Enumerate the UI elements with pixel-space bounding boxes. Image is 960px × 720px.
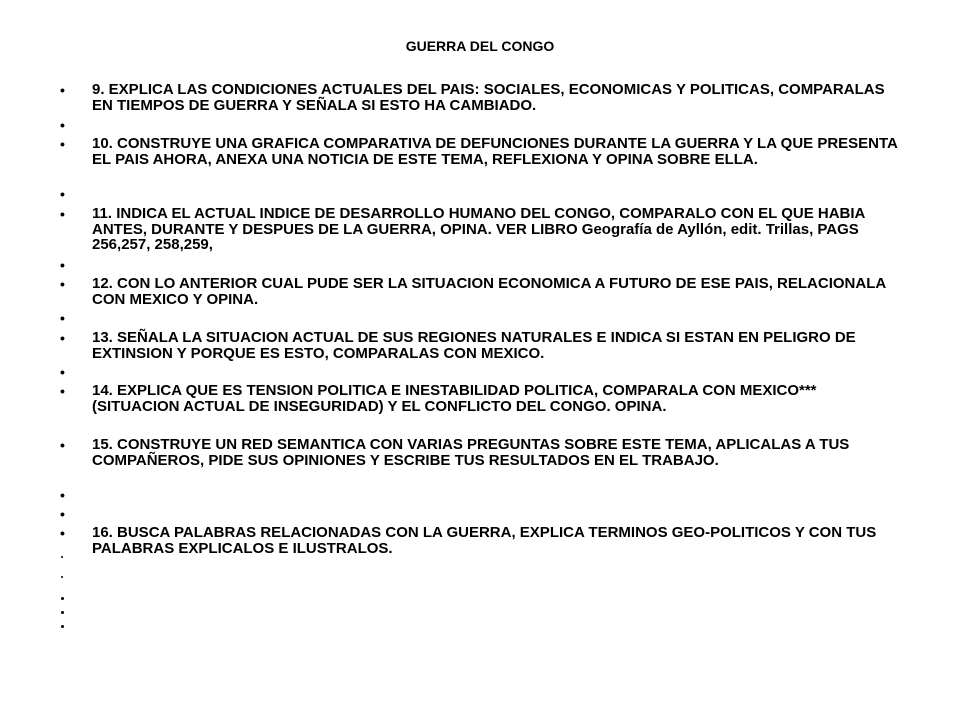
- bullet-marker: •: [60, 310, 65, 326]
- bullet-marker: [61, 576, 67, 582]
- list-item-9: 9. EXPLICA LAS CONDICIONES ACTUALES DEL PAIS: SOCIALES, ECONOMICAS Y POLITICAS, COMPARALAS EN TIEMPOS DE GUERRA Y SEÑALA SI ESTO HA CAMBIADO.: [92, 81, 885, 114]
- bullet-marker: [61, 611, 67, 617]
- bullet-marker: •: [60, 364, 65, 380]
- bullet-marker: •: [60, 206, 65, 222]
- bullet-marker: •: [60, 186, 65, 202]
- bullet-marker: •: [60, 136, 65, 152]
- bullet-marker: •: [60, 276, 65, 292]
- bullet-marker: •: [60, 487, 65, 503]
- bullet-marker: •: [60, 525, 65, 541]
- bullet-marker: [61, 625, 67, 631]
- page-title: GUERRA DEL CONGO: [405, 38, 555, 54]
- bullet-marker: •: [60, 117, 65, 133]
- list-item-12: 12. CON LO ANTERIOR CUAL PUDE SER LA SITUACION ECONOMICA A FUTURO DE ESE PAIS, RELACIONALA CON MEXICO Y OPINA.: [92, 275, 886, 308]
- bullet-marker: [61, 597, 67, 603]
- list-item-15: 15. CONSTRUYE UN RED SEMANTICA CON VARIAS PREGUNTAS SOBRE ESTE TEMA, APLICALAS A TUS COMPAÑEROS, PIDE SUS OPINIONES Y ESCRIBE TUS RESULTADOS EN EL TRABAJO.: [92, 436, 850, 469]
- bullet-marker: •: [60, 82, 65, 98]
- bullet-marker: [61, 556, 67, 562]
- bullet-marker: •: [60, 437, 65, 453]
- list-item-11: 11. INDICA EL ACTUAL INDICE DE DESARROLLO HUMANO DEL CONGO, COMPARALO CON EL QUE HABIA ANTES, DURANTE Y DESPUES DE LA GUERRA, OPINA. VER LIBRO Geografía de Ayllón, edit. Trillas, PAGS 256,257, 258,259,: [92, 205, 865, 253]
- bullet-marker: •: [60, 383, 65, 399]
- list-item-13: 13. SEÑALA LA SITUACION ACTUAL DE SUS REGIONES NATURALES E INDICA SI ESTAN EN PELIGRO DE EXTINSION Y PORQUE ES ESTO, COMPARALAS CON MEXICO.: [92, 329, 856, 362]
- list-item-14: 14. EXPLICA QUE ES TENSION POLITICA E INESTABILIDAD POLITICA, COMPARALA CON MEXICO*** (SITUACION ACTUAL DE INSEGURIDAD) Y EL CONFLICTO DEL CONGO. OPINA.: [92, 382, 817, 415]
- bullet-marker: •: [60, 506, 65, 522]
- bullet-marker: •: [60, 330, 65, 346]
- list-item-10: 10. CONSTRUYE UNA GRAFICA COMPARATIVA DE DEFUNCIONES DURANTE LA GUERRA Y LA QUE PRESENTA EL PAIS AHORA, ANEXA UNA NOTICIA DE ESTE TEMA, REFLEXIONA Y OPINA SOBRE ELLA.: [92, 135, 898, 168]
- bullet-marker: •: [60, 257, 65, 273]
- list-item-16: 16. BUSCA PALABRAS RELACIONADAS CON LA GUERRA, EXPLICA TERMINOS GEO-POLITICOS Y CON TUS PALABRAS EXPLICALOS E ILUSTRALOS.: [92, 524, 877, 557]
